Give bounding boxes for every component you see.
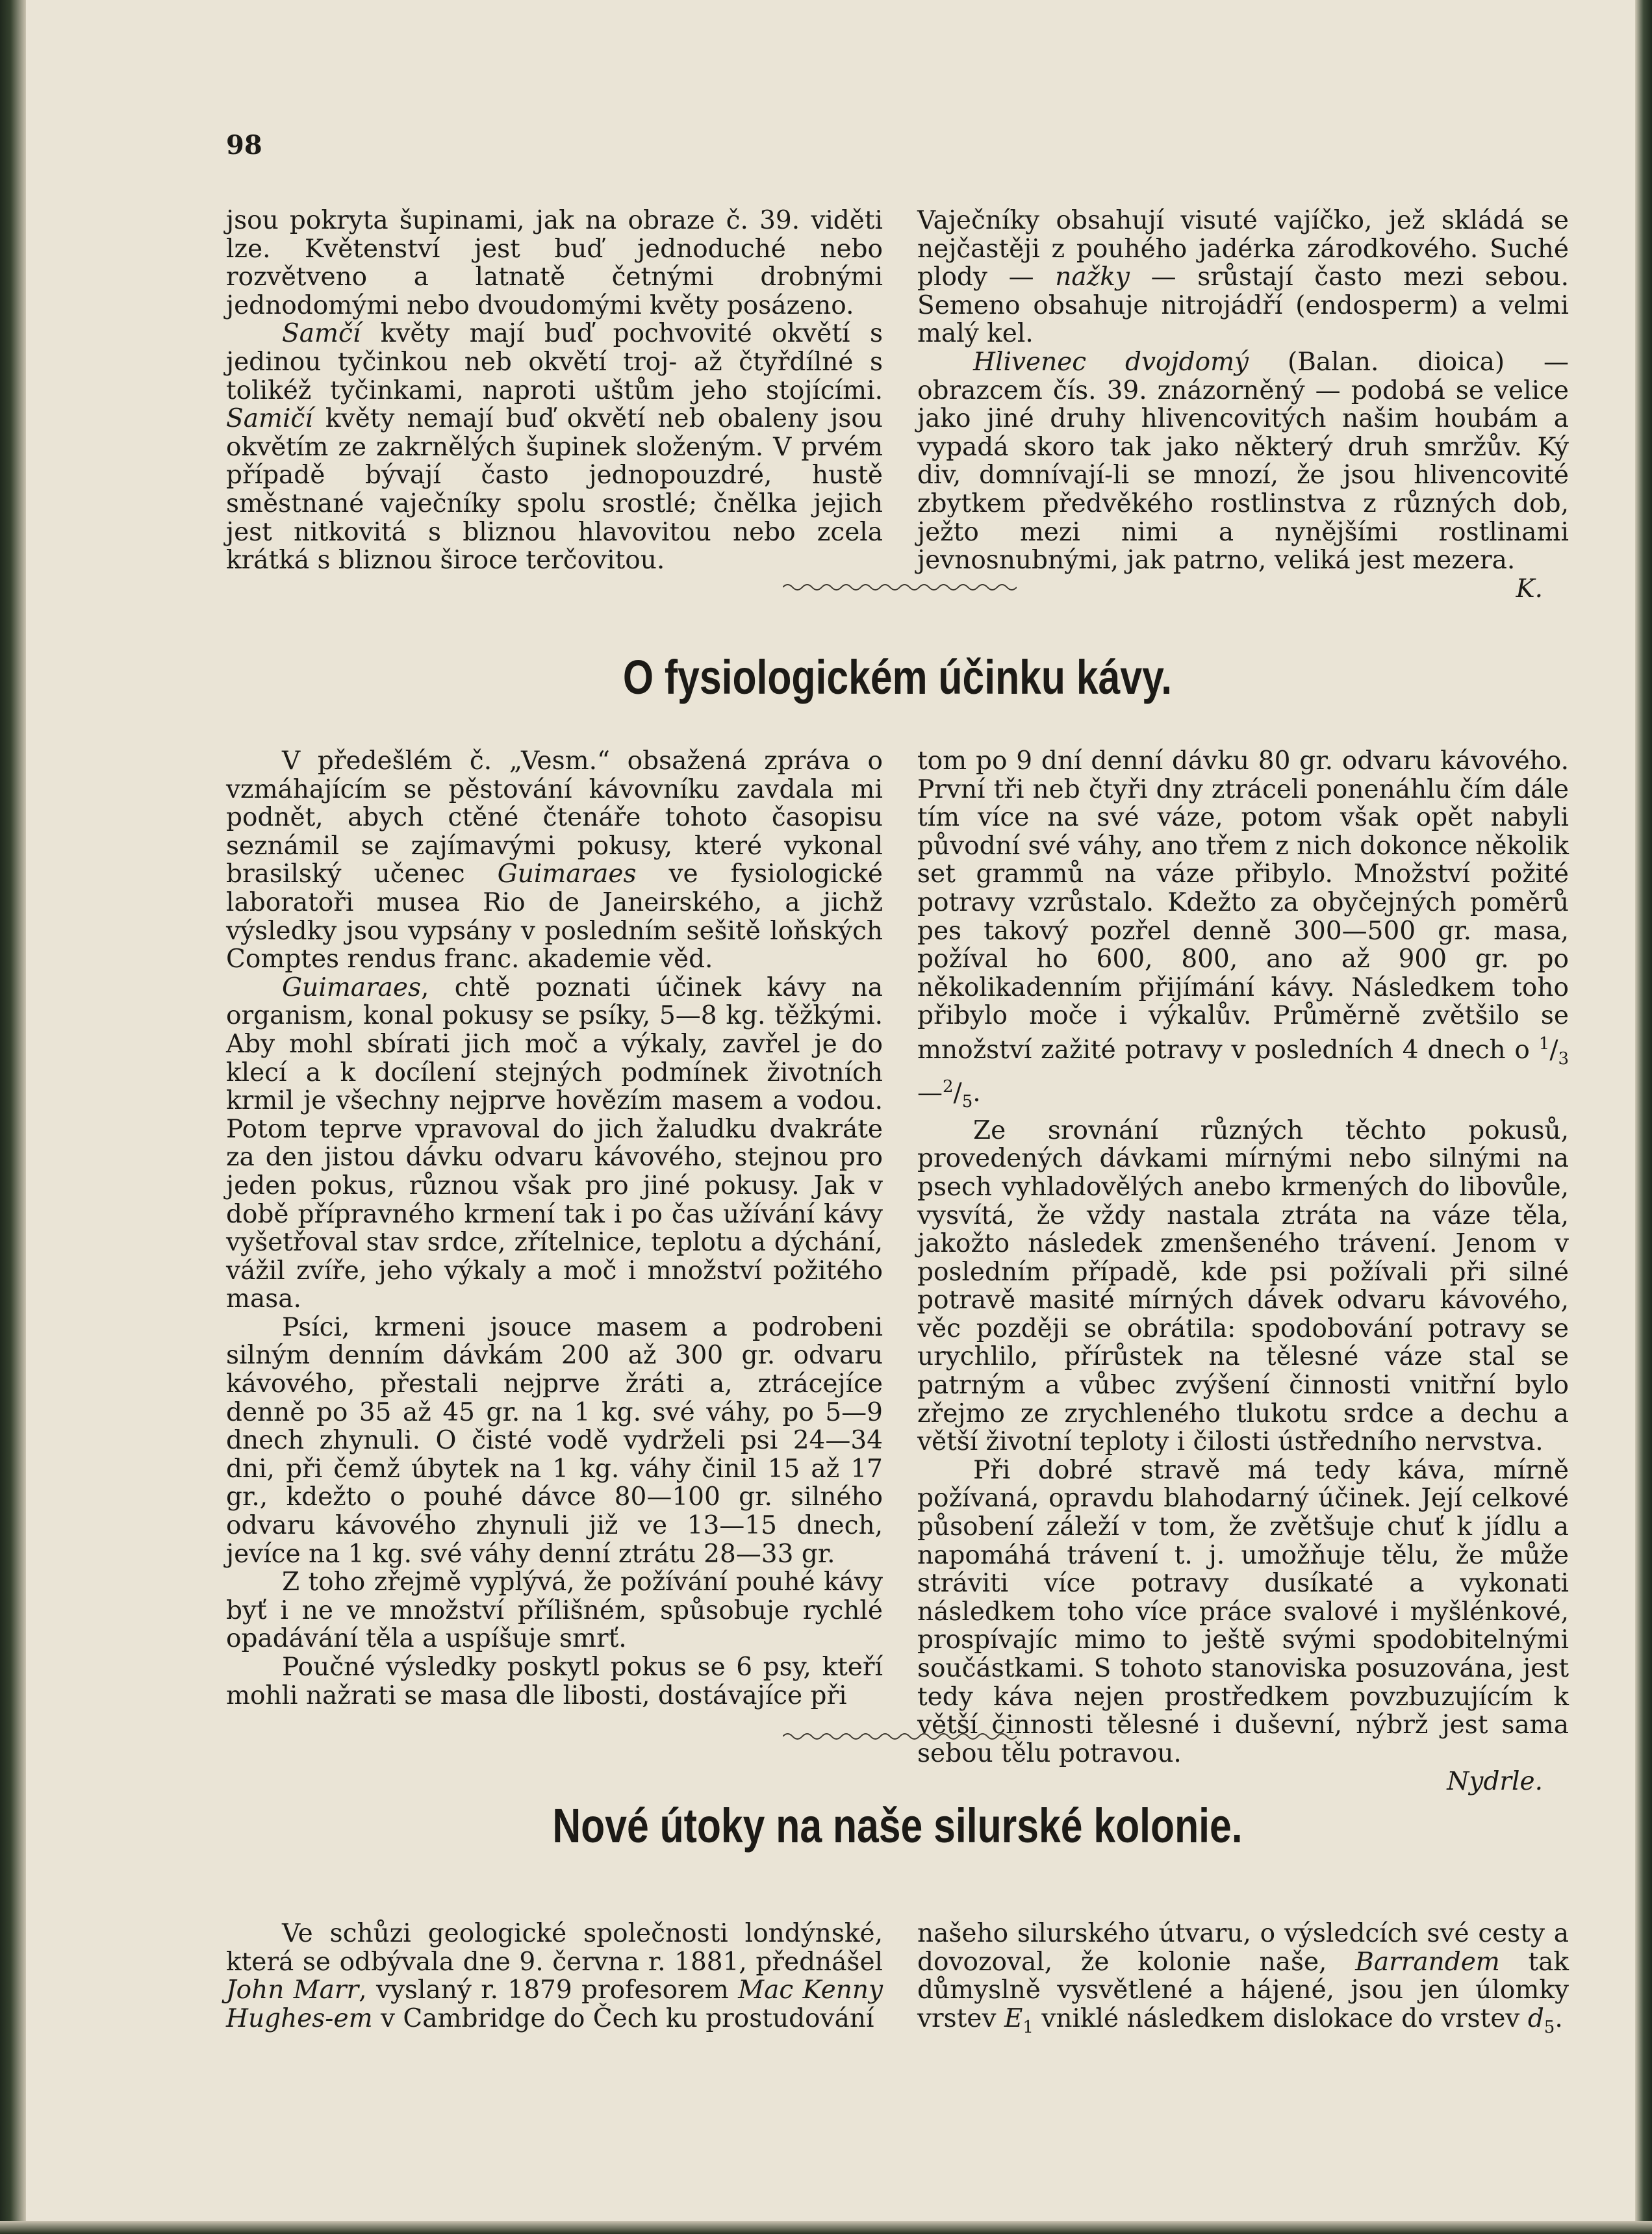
- emphasis: Barrandem: [1355, 1947, 1500, 1977]
- article-right-column: [917, 1920, 1569, 2042]
- paragraph: Poučné výsledky poskytl pokus se 6 psy, kteří mohli nažrati se masa dle libosti, dostávajíce při: [226, 1653, 883, 1710]
- article-left-column: [226, 1920, 883, 2033]
- article-right-column: [917, 747, 1569, 1796]
- stratum-symbol: d: [1527, 2003, 1544, 2033]
- emphasis: nažky: [1055, 262, 1130, 292]
- fraction-numerator: 1: [1538, 1034, 1550, 1054]
- author-signature: K.: [1516, 574, 1543, 603]
- paragraph: Vaječníky obsahují visuté vajíčko, jež skládá se nejčastěji z pouhého jadérka zárodkového. Suché plody — nažky — srůstají často mezi sebou. Semeno obsahuje nitrojádří (endosperm) a velmi malý kel.: [917, 206, 1569, 349]
- paragraph: jsou pokryta šupinami, jak na obraze č. 39. viděti lze. Květenství jest buď jednoduché nebo rozvětveno a latnatě četnými drobnými jednodomými nebo dvoudomými květy posázeno.: [226, 206, 883, 320]
- page-number: 98: [226, 130, 262, 160]
- scan-border-right: [1635, 0, 1652, 2234]
- stratum-subscript: 5: [1544, 2017, 1555, 2037]
- paragraph: Samčí květy mají buď pochvovité okvětí s jedinou tyčinkou neb okvětí troj- až čtyřdílné s tolikéž tyčinkami, naproti uštům jeho stojícími. Samičí květy nemají buď okvětí neb obaleny jsou okvětím ze zakrnělých šupinek složeným. V prvém případě bývají často jednopouzdré, hustě směstnané vaječníky spolu srostlé; čnělka jejich jest nitkovitá s bliznou hlavovitou nebo zcela krátká s bliznou široce terčovitou.: [226, 319, 883, 576]
- scan-border-bottom: [0, 2221, 1652, 2234]
- fraction-numerator: 2: [943, 1077, 954, 1097]
- emphasis: Guimaraes: [497, 859, 637, 889]
- fraction-denominator: 5: [961, 1092, 973, 1112]
- article-left-column: [226, 747, 883, 1710]
- wavy-divider-ornament: [783, 1731, 1017, 1742]
- emphasis: John Marr: [226, 1975, 359, 2005]
- author-signature: Nydrle.: [1447, 1767, 1543, 1797]
- paragraph: Z toho zřejmě vyplývá, že požívání pouhé kávy byť i ne ve množství přílišném, spůsobuje rychlé opadávání těla a uspíšuje smrť.: [226, 1568, 883, 1654]
- emphasis: Hlivenec dvojdomý: [973, 347, 1249, 377]
- paragraph: Při dobré stravě má tedy káva, mírně požívaná, opravdu blahodarný účinek. Její celkové působení záleží v tom, že zvětšuje chuť k jídlu a napomáhá trávení t. j. umožňuje tělu, že může stráviti více potravy dusíkaté a vykonati následkem toho více práce svalové i myšlénkové, prospívajíc mimo to ještě svými spodobitelnými součástkami. S tohoto stanoviska posuzována, jest tedy káva nejen prostředkem povzbuzujícím k větší činnosti tělesné i duševní, nýbrž jest sama sebou tělu potravou.: [917, 1455, 1569, 1768]
- emphasis: Guimaraes: [282, 972, 421, 1002]
- prev-article-right-column: [917, 207, 1569, 603]
- paragraph: Hlivenec dvojdomý (Balan. dioica) — obrazcem čís. 39. znázorněný — podobá se velice jako jiné druhy hlivencovitých našim houbám a vypadá skoro tak jako některý druh smržův. Ký div, domnívají-li se mnozí, že jsou hlivencovité zbytkem předvěkého rostlinstva z různých dob, ježto mezi nimi a nynějšími rostlinami jevnosnubnými, jak patrno, veliká jest mezera. K.: [917, 347, 1569, 603]
- scan-border-left: [0, 0, 26, 2234]
- article-title: O fysiologickém účinku kávy.: [622, 650, 1173, 704]
- paragraph: Psíci, krmeni jsouce masem a podrobeni silným denním dávkám 200 až 300 gr. odvaru kávového, přestali nejprve žráti a, ztrácejíce denně po 35 až 45 gr. na 1 kg. své váhy, po 5—9 dnech zhynuli. O čisté vodě vydrželi psi 24—34 dni, při čemž úbytek na 1 kg. váhy činil 15 až 17 gr., kdežto o pouhé dávce 80—100 gr. silného odvaru kávového zhynuli již ve 13—15 dnech, jevíce na 1 kg. své váhy denní ztrátu 28—33 gr.: [226, 1312, 883, 1569]
- paragraph: Ve schůzi geologické společnosti londýnské, která se odbývala dne 9. června r. 1881, přednášel John Marr, vyslaný r. 1879 profesorem Mac Kenny Hughes-em v Cambridge do Čech ku prostudování: [226, 1919, 883, 2033]
- paragraph: V předešlém č. „Vesm.“ obsažená zpráva o vzmáhajícím se pěstování kávovníku zavdala mi podnět, abych ctěné čtenáře tohoto časopisu seznámil se zajímavými pokusy, které vykonal brasilský učenec Guimaraes ve fysiologické laboratoři musea Rio de Janeirského, a jichž výsledky jsou vypsány v posledním sešitě loňských Comptes rendus franc. akademie věd.: [226, 746, 883, 974]
- emphasis: Mac Kenny Hughes-em: [226, 1975, 883, 2033]
- paragraph: našeho silurského útvaru, o výsledcích své cesty a dovozoval, že kolonie naše, Barrandem tak důmyslně vysvětlené a hájené, jsou jen úlomky vrstev $E_1$ vniklé následkem dislokace do vrstev $d_5$.: [917, 1919, 1569, 2037]
- stratum-subscript: 1: [1023, 2017, 1034, 2037]
- emphasis: Samičí: [226, 404, 313, 434]
- paragraph: Guimaraes, chtě poznati účinek kávy na organism, konal pokusy se psíky, 5—8 kg. těžkými. Aby mohl sbírati jich moč a výkaly, zavřel je do klecí a k docílení stejných podmínek životních krmil je všechny nejprve hovězím masem a vodou. Potom teprve vpravoval do jich žaludku dvakráte za den jistou dávku odvaru kávového, stejnou pro jeden pokus, různou však pro jiné pokusy. Jak v době přípravného krmení tak i po čas užívání kávy vyšetřoval stav srdce, zřítelnice, teplotu a dýchání, vážil zvíře, jeho výkaly a moč i množství požitého masa.: [226, 972, 883, 1314]
- paragraph: Ze srovnání různých těchto pokusů, provedených dávkami mírnými nebo silnými na psech vyhladovělých anebo krmených do libovůle, vysvítá, že vždy nastala ztráta na váze těla, jakožto následek zmenšeného trávení. Jenom v posledním případě, kde psi požívali při silné potravě masité mírných dávek odvaru kávového, věc později se obrátila: spodobování potravy se urychlilo, přírůstek na tělesné váze stal se patrným a vůbec zvýšení činnosti vnitřní bylo zřejmo ze zrychleného tlukotu srdce a dechu a větší životní teploty i čilosti ústředního nervstva.: [917, 1115, 1569, 1457]
- article-title: Nové útoky na naše silurské kolonie.: [552, 1799, 1243, 1853]
- wavy-divider-ornament: [783, 582, 1017, 592]
- paragraph: tom po 9 dní denní dávku 80 gr. odvaru kávového. První tři neb čtyři dny ztráceli ponenáhlu čím dále tím více na své váze, potom však opět nabyli původní své váhy, ano třem z nich dokonce několik set grammů na váze přibylo. Množství požité potravy vzrůstalo. Kdežto za obyčejných poměrů pes takový pozřel denně 300—500 gr. masa, požíval ho 600, 800, ano až 900 gr. po několikadenním přijímání kávy. Následkem toho přibylo moče i výkalův. Průměrně zvětšilo se množství zažité potravy v posledních 4 dnech o $^1/_3—^2/_5$.: [917, 746, 1569, 1112]
- stratum-symbol: E: [1004, 2003, 1023, 2033]
- prev-article-left-column: [226, 207, 883, 575]
- emphasis: Samčí: [282, 319, 361, 349]
- fraction-denominator: 3: [1558, 1048, 1569, 1069]
